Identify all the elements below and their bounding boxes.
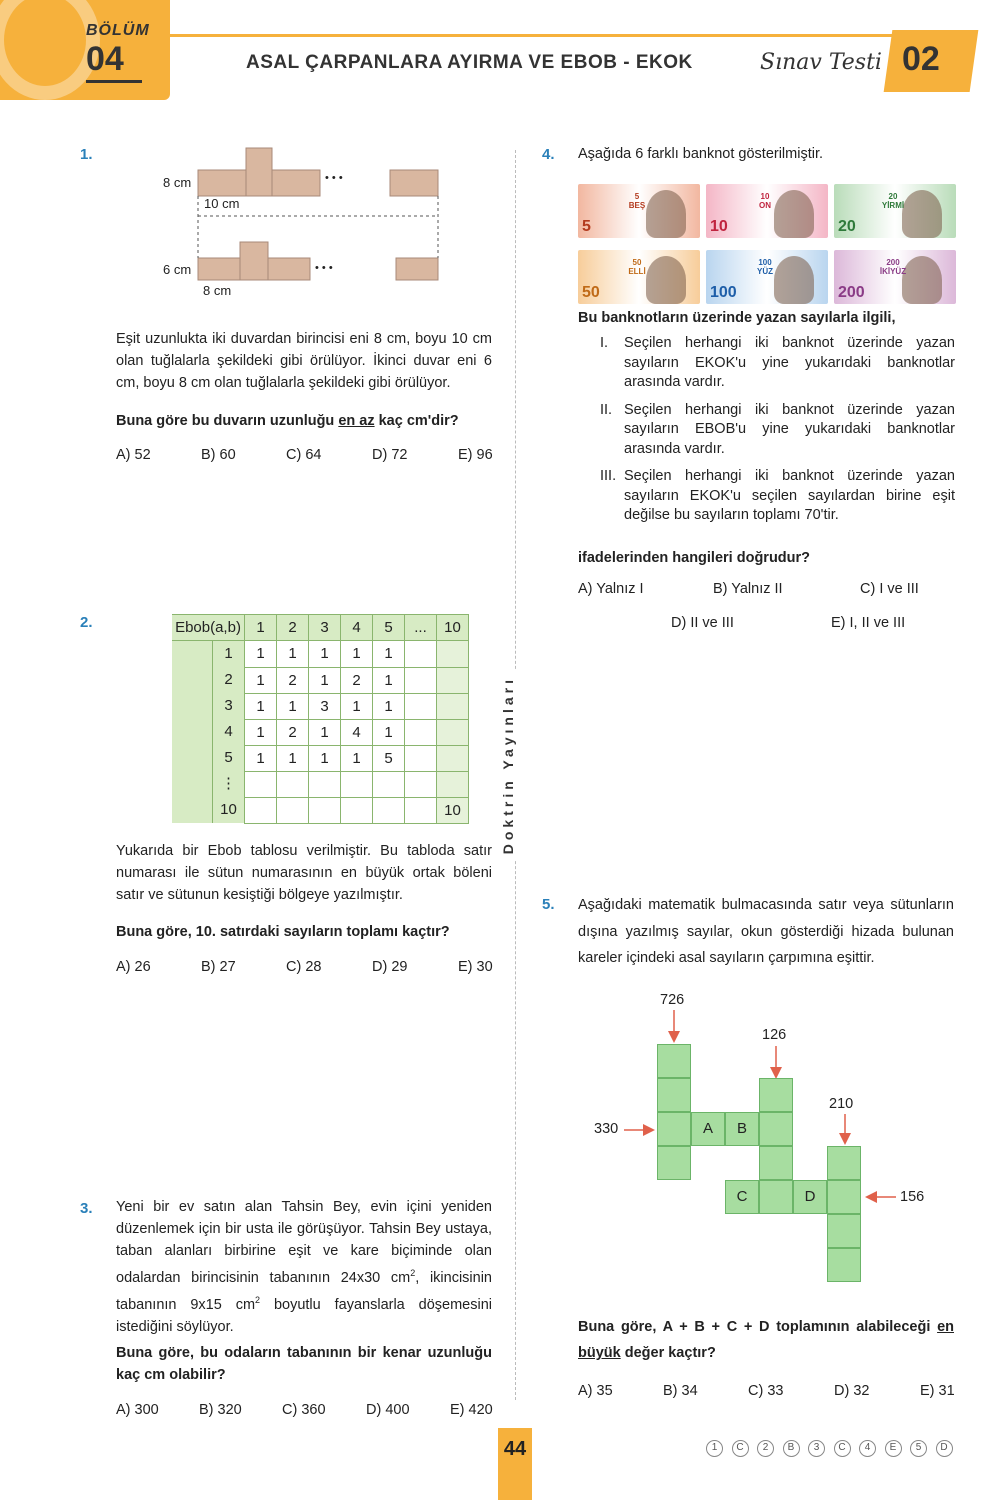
table-cell: 1 bbox=[245, 745, 277, 771]
test-label: Sınav Testi bbox=[760, 50, 882, 75]
puzzle-cell bbox=[657, 1112, 691, 1146]
table-cell: 3 bbox=[309, 693, 341, 719]
brick bbox=[240, 242, 268, 280]
table-cell bbox=[437, 641, 469, 668]
table-cell: 1 bbox=[277, 745, 309, 771]
answer-key-item: 3 bbox=[808, 1440, 825, 1457]
wall2-height-label: 6 cm bbox=[163, 262, 192, 277]
column-header: 2 bbox=[277, 615, 309, 641]
banknote bbox=[706, 250, 828, 304]
banknote-small-value: 100 bbox=[758, 258, 772, 267]
table-cell: 1 bbox=[341, 693, 373, 719]
row-header: 1 bbox=[212, 641, 244, 667]
option-b[interactable]: B) 60 bbox=[201, 447, 236, 463]
row-header: ⋮ bbox=[212, 771, 244, 797]
banknote bbox=[578, 184, 700, 238]
option-c[interactable]: C) 64 bbox=[286, 447, 322, 463]
portrait-image bbox=[646, 190, 686, 238]
option-d[interactable]: D) II ve III bbox=[671, 615, 734, 631]
question-prompt: Buna göre bu duvarın uzunluğu en az kaç cm'dir? bbox=[116, 413, 459, 429]
section-label: BÖLÜM bbox=[86, 22, 150, 39]
option-c[interactable]: C) I ve III bbox=[860, 581, 919, 597]
option-d[interactable]: D) 400 bbox=[366, 1402, 410, 1418]
puzzle-cell bbox=[827, 1214, 861, 1248]
table-cell bbox=[309, 797, 341, 823]
banknote-word-text: İKİYÜZ bbox=[879, 267, 907, 276]
puzzle-cell-b[interactable]: B bbox=[725, 1112, 759, 1146]
question-lead: Bu banknotların üzerinde yazan sayılarla ilgili, bbox=[578, 310, 896, 326]
puzzle-cell bbox=[759, 1078, 793, 1112]
banknote-value: 100 bbox=[710, 284, 737, 301]
clue-726: 726 bbox=[660, 992, 685, 1008]
table-cell bbox=[405, 641, 437, 668]
question-number: 4. bbox=[542, 146, 555, 163]
option-a[interactable]: A) 300 bbox=[116, 1402, 159, 1418]
banknote-word-text: ON bbox=[759, 201, 771, 210]
answer-key-item: 2 bbox=[757, 1440, 774, 1457]
option-a[interactable]: A) 35 bbox=[578, 1383, 613, 1399]
option-e[interactable]: E) 30 bbox=[458, 959, 493, 975]
banknote-value: 10 bbox=[710, 218, 728, 235]
table-cell bbox=[277, 797, 309, 823]
brick bbox=[390, 170, 438, 196]
section-underline bbox=[86, 80, 142, 83]
row-header-wrap bbox=[172, 745, 245, 771]
banknote-value: 200 bbox=[838, 284, 865, 301]
option-a[interactable]: A) 52 bbox=[116, 447, 151, 463]
brick bbox=[396, 258, 438, 280]
question-prompt: Buna göre, A + B + C + D toplamının alabileceği en büyük değer kaçtır? bbox=[578, 1319, 954, 1361]
option-d[interactable]: D) 32 bbox=[834, 1383, 870, 1399]
ellipsis: • • • bbox=[325, 172, 343, 184]
answer-key-item: 4 bbox=[859, 1440, 876, 1457]
table-cell: 1 bbox=[373, 719, 405, 745]
statement-list bbox=[600, 334, 955, 526]
table-cell bbox=[437, 771, 469, 797]
table-cell: 1 bbox=[373, 667, 405, 693]
table-cell bbox=[341, 797, 373, 823]
puzzle-cell-d[interactable]: D bbox=[793, 1180, 827, 1214]
puzzle-cell bbox=[657, 1146, 691, 1180]
row-header-wrap bbox=[172, 797, 245, 823]
row-header: 10 bbox=[212, 797, 244, 823]
answer-key-item: 5 bbox=[910, 1440, 927, 1457]
brick bbox=[198, 258, 240, 280]
table-cell bbox=[437, 745, 469, 771]
table-cell bbox=[373, 771, 405, 797]
question-number: 1. bbox=[80, 146, 93, 163]
table-cell: 1 bbox=[309, 745, 341, 771]
question-number: 2. bbox=[80, 614, 93, 631]
option-b[interactable]: B) 27 bbox=[201, 959, 236, 975]
table-cell bbox=[437, 693, 469, 719]
table-cell: 4 bbox=[341, 719, 373, 745]
row-header-wrap bbox=[172, 719, 245, 745]
publisher-side-text: Doktrin Yayınları bbox=[500, 670, 516, 860]
row-header: 5 bbox=[212, 745, 244, 771]
answer-key-item: B bbox=[783, 1440, 800, 1457]
clue-330: 330 bbox=[594, 1121, 619, 1137]
puzzle-cell bbox=[759, 1180, 793, 1214]
row-header: 2 bbox=[212, 667, 244, 693]
table-cell: 1 bbox=[373, 693, 405, 719]
table-cell: 1 bbox=[277, 693, 309, 719]
answer-key-item: C bbox=[732, 1440, 749, 1457]
brick bbox=[246, 148, 272, 196]
option-c[interactable]: C) 28 bbox=[286, 959, 322, 975]
answer-key-item: D bbox=[936, 1440, 953, 1457]
table-cell bbox=[373, 797, 405, 823]
banknote-small-value: 20 bbox=[888, 192, 898, 201]
banknote-word bbox=[750, 192, 780, 210]
banknote-word bbox=[878, 258, 908, 276]
question-text: Yukarıda bir Ebob tablosu verilmiştir. Bu tabloda satır numarası ile sütun numarasının en büyük ortak böleni satır ve sütunun kesiştiği bölgeye yazılmıştır. bbox=[116, 843, 492, 903]
table-cell: 1 bbox=[373, 641, 405, 668]
row-header-wrap bbox=[172, 693, 245, 719]
question-number: 3. bbox=[80, 1200, 93, 1217]
wall2-width-label: 8 cm bbox=[203, 283, 232, 298]
banknote-word-text: ELLİ bbox=[628, 267, 646, 276]
wall1-width-label: 10 cm bbox=[204, 196, 240, 211]
column-header: ... bbox=[405, 615, 437, 641]
table-cell bbox=[405, 693, 437, 719]
puzzle-cell bbox=[827, 1248, 861, 1282]
banknote-word bbox=[622, 192, 652, 210]
test-number: 02 bbox=[902, 40, 940, 78]
table-cell: 10 bbox=[437, 797, 469, 823]
table-cell: 2 bbox=[277, 667, 309, 693]
option-a[interactable]: A) Yalnız I bbox=[578, 581, 644, 597]
banknote bbox=[834, 184, 956, 238]
answer-key-item: E bbox=[885, 1440, 902, 1457]
header-badge bbox=[0, 0, 170, 100]
table-cell: 1 bbox=[309, 719, 341, 745]
option-b[interactable]: B) Yalnız II bbox=[713, 581, 783, 597]
table-cell bbox=[405, 797, 437, 823]
option-e[interactable]: E) 420 bbox=[450, 1402, 493, 1418]
question-number: 5. bbox=[542, 896, 555, 913]
puzzle-cell bbox=[827, 1146, 861, 1180]
banknote-word-text: YİRMİ bbox=[881, 201, 905, 210]
option-d[interactable]: D) 29 bbox=[372, 959, 408, 975]
table-cell bbox=[405, 667, 437, 693]
statement-item: II. Seçilen herhangi iki banknot üzerinde yazan sayıların EBOB'u yine yukarıdaki banknotlar arasında vardır. bbox=[600, 401, 955, 457]
puzzle-cell bbox=[759, 1146, 793, 1180]
table-cell: 1 bbox=[341, 641, 373, 668]
option-d[interactable]: D) 72 bbox=[372, 447, 408, 463]
column-header: 10 bbox=[437, 615, 469, 641]
clue-156: 156 bbox=[900, 1189, 925, 1205]
question-text: Eşit uzunlukta iki duvardan birincisi eni 8 cm, boyu 10 cm olan tuğlalarla şekildeki gibi örülüyor. İkinci duvar eni 6 cm, boyu 8 cm olan tuğlalarla şekildeki gibi örülüyor. bbox=[116, 331, 492, 391]
option-e[interactable]: E) 31 bbox=[920, 1383, 955, 1399]
question-intro: Aşağıda 6 farklı banknot gösterilmiştir. bbox=[578, 146, 824, 162]
portrait-image bbox=[902, 190, 942, 238]
table-cell bbox=[405, 771, 437, 797]
question-text: Yeni bir ev satın alan Tahsin Bey, evin içini yeniden düzenlemek için bir usta ile görüşüyor. Tahsin Bey ustaya, taban alanları birbirine eşit ve kare biçiminde olan odalardan birincisinin tabanının 24x30 $cm^2$, ikincisinin tabanının 9x15 $cm^2$ boyutlu fayanslarla döşemesini istediğini söylüyor. bbox=[116, 1199, 492, 1335]
table-corner-label: Ebob(a,b) bbox=[172, 615, 245, 641]
puzzle-cell-a[interactable]: A bbox=[691, 1112, 725, 1146]
table-cell: 1 bbox=[309, 667, 341, 693]
wall1-height-label: 8 cm bbox=[163, 175, 192, 190]
column-header: 1 bbox=[245, 615, 277, 641]
banknote-small-value: 5 bbox=[634, 192, 640, 201]
question-text: Aşağıdaki matematik bulmacasında satır veya sütunların dışına yazılmış sayılar, okun gösterdiği hizada bulunan kareler içindeki asal sayıların çarpımına eşittir. bbox=[578, 897, 954, 966]
row-header-wrap bbox=[172, 641, 245, 668]
table-cell: 1 bbox=[341, 745, 373, 771]
banknote bbox=[706, 184, 828, 238]
table-cell: 1 bbox=[245, 693, 277, 719]
option-a[interactable]: A) 26 bbox=[116, 959, 151, 975]
column-header: 3 bbox=[309, 615, 341, 641]
question-prompt: Buna göre, bu odaların tabanının bir kenar uzunluğu kaç cm olabilir? bbox=[116, 1345, 492, 1383]
option-e[interactable]: E) 96 bbox=[458, 447, 493, 463]
table-cell: 2 bbox=[277, 719, 309, 745]
table-cell bbox=[437, 667, 469, 693]
option-b[interactable]: B) 320 bbox=[199, 1402, 242, 1418]
table-cell: 1 bbox=[277, 641, 309, 668]
banknote-word bbox=[622, 258, 652, 276]
row-header: 4 bbox=[212, 719, 244, 745]
brick-wall-figure bbox=[150, 140, 450, 300]
page-title: ASAL ÇARPANLARA AYIRMA VE EBOB - EKOK bbox=[246, 52, 693, 73]
portrait-image bbox=[646, 256, 686, 304]
clue-126: 126 bbox=[762, 1027, 787, 1043]
puzzle-cell-c[interactable]: C bbox=[725, 1180, 759, 1214]
statement-item: III. Seçilen herhangi iki banknot üzerinde yazan sayıların EKOK'u seçilen sayılardan birine eşit değilse bu sayıların toplamı 70'tir. bbox=[600, 468, 955, 523]
row-header-wrap bbox=[172, 667, 245, 693]
table-cell bbox=[341, 771, 373, 797]
option-c[interactable]: C) 360 bbox=[282, 1402, 326, 1418]
table-cell: 1 bbox=[245, 719, 277, 745]
banknote-word bbox=[878, 192, 908, 210]
option-e[interactable]: E) I, II ve III bbox=[831, 615, 906, 631]
banknote-value: 20 bbox=[838, 218, 856, 235]
table-cell bbox=[437, 719, 469, 745]
banknote-small-value: 50 bbox=[632, 258, 642, 267]
banknote bbox=[578, 250, 700, 304]
ellipsis: • • • bbox=[315, 262, 333, 274]
column-header: 5 bbox=[373, 615, 405, 641]
answer-key-item: 1 bbox=[706, 1440, 723, 1457]
brick bbox=[272, 170, 320, 196]
banknote-value: 50 bbox=[582, 284, 600, 301]
table-cell: 1 bbox=[309, 641, 341, 668]
banknote-small-value: 200 bbox=[886, 258, 900, 267]
row-header: 3 bbox=[212, 693, 244, 719]
puzzle-cell bbox=[759, 1112, 793, 1146]
table-cell: 5 bbox=[373, 745, 405, 771]
table-cell bbox=[309, 771, 341, 797]
portrait-image bbox=[774, 190, 814, 238]
puzzle-cell bbox=[657, 1044, 691, 1078]
banknote-word-text: YÜZ bbox=[757, 267, 773, 276]
table-cell: 1 bbox=[245, 641, 277, 668]
table-cell bbox=[245, 797, 277, 823]
banknote bbox=[834, 250, 956, 304]
brick bbox=[198, 170, 246, 196]
table-cell bbox=[277, 771, 309, 797]
banknote-small-value: 10 bbox=[760, 192, 770, 201]
banknote-word-text: BEŞ bbox=[628, 201, 646, 210]
column-header: 4 bbox=[341, 615, 373, 641]
clue-210: 210 bbox=[829, 1096, 854, 1112]
row-header-wrap bbox=[172, 771, 245, 797]
table-cell: 2 bbox=[341, 667, 373, 693]
page-number: 44 bbox=[498, 1428, 532, 1500]
statement-item: I. Seçilen herhangi iki banknot üzerinde yazan sayıların EKOK'u yine yukarıdaki banknotlar arasında vardır. bbox=[600, 335, 955, 390]
portrait-image bbox=[774, 256, 814, 304]
puzzle-cell bbox=[657, 1078, 691, 1112]
banknote-value: 5 bbox=[582, 218, 591, 235]
table-cell bbox=[405, 745, 437, 771]
table-cell bbox=[245, 771, 277, 797]
section-number: 04 bbox=[86, 40, 124, 78]
brick bbox=[268, 258, 310, 280]
option-c[interactable]: C) 33 bbox=[748, 1383, 784, 1399]
ebob-table bbox=[172, 614, 469, 824]
header-rule bbox=[160, 34, 920, 37]
answer-key-item: C bbox=[834, 1440, 851, 1457]
question-prompt: ifadelerinden hangileri doğrudur? bbox=[578, 550, 811, 566]
table-cell: 1 bbox=[245, 667, 277, 693]
banknote-word bbox=[750, 258, 780, 276]
portrait-image bbox=[902, 256, 942, 304]
option-b[interactable]: B) 34 bbox=[663, 1383, 698, 1399]
question-prompt: Buna göre, 10. satırdaki sayıların toplamı kaçtır? bbox=[116, 924, 450, 940]
puzzle-cell bbox=[827, 1180, 861, 1214]
table-cell bbox=[405, 719, 437, 745]
